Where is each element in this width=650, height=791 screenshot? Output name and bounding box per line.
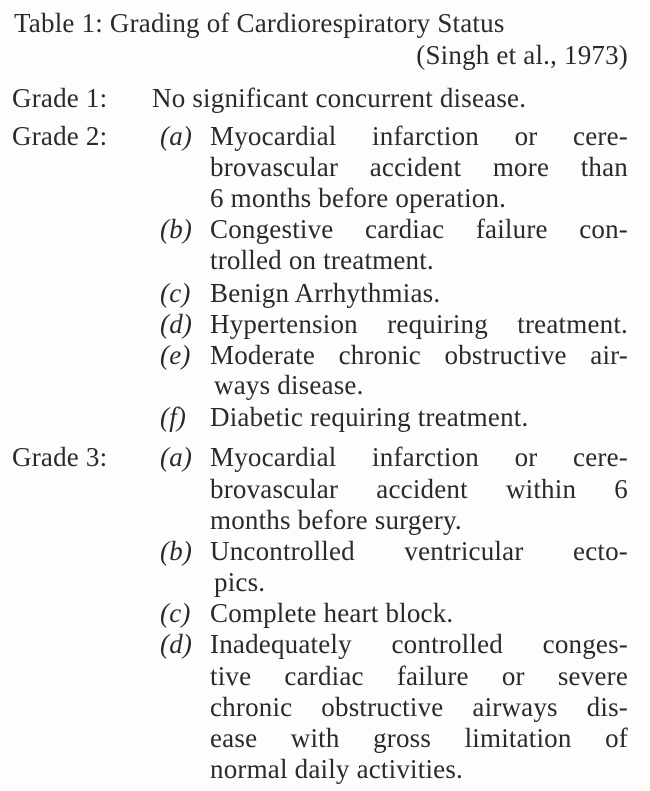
grade-2-item-a-line-3: 6 months before operation. [210,183,507,213]
grade-3-item-d-line-1: Inadequately controlled conges- [210,629,628,659]
grade-3-item-b-line-1: Uncontrolled ventricular ecto- [210,536,628,566]
grade-2-item-f-letter: (f) [160,402,187,432]
grade-2-item-f-line-1: Diabetic requiring treatment. [210,402,529,432]
grade-3-item-b-line-2: pics. [214,567,266,597]
grade-1-label: Grade 1: [12,83,108,113]
grade-3-item-a-line-3: months before surgery. [210,505,462,535]
grade-3-item-d-line-2: tive cardiac failure or severe [210,661,628,691]
grade-3-item-a-line-1: Myocardial infarction or cere- [210,442,628,472]
grade-2-item-a-line-2: brovascular accident more than [210,152,628,182]
grade-2-item-c-line-1: Benign Arrhythmias. [210,278,441,308]
grade-3-label: Grade 3: [12,442,108,472]
grade-1-text: No significant concurrent disease. [152,83,527,113]
grade-2-item-b-letter: (b) [160,214,193,244]
grade-2-label: Grade 2: [12,121,108,151]
grade-3-item-b-letter: (b) [160,536,193,566]
table-title: Table 1: Grading of Cardiorespiratory Status [14,8,505,38]
grade-3-item-c-letter: (c) [160,598,191,628]
grade-2-item-d-letter: (d) [160,309,193,339]
grade-2-item-a-letter: (a) [160,121,193,151]
table-citation: (Singh et al., 1973) [416,40,628,70]
grade-3-item-d-line-4: ease with gross limitation of [210,723,628,753]
grade-2-item-e-letter: (e) [160,340,191,370]
grade-3-item-a-letter: (a) [160,442,193,472]
grade-3-item-d-line-5: normal daily activities. [210,754,463,784]
grade-2-item-d-line-1: Hypertension requiring treatment. [210,309,628,339]
grade-2-item-c-letter: (c) [160,278,191,308]
grade-2-item-b-line-2: trolled on treatment. [210,245,434,275]
grade-2-item-e-line-1: Moderate chronic obstructive air- [210,340,628,370]
grade-2-item-a-line-1: Myocardial infarction or cere- [210,121,628,151]
grade-3-item-a-line-2: brovascular accident within 6 [210,474,628,504]
grade-3-item-d-line-3: chronic obstructive airways dis- [210,692,628,722]
grade-2-item-e-line-2: ways disease. [214,370,364,400]
grade-3-item-c-line-1: Complete heart block. [210,598,454,628]
grade-2-item-b-line-1: Congestive cardiac failure con- [210,214,628,244]
grade-3-item-d-letter: (d) [160,629,193,659]
